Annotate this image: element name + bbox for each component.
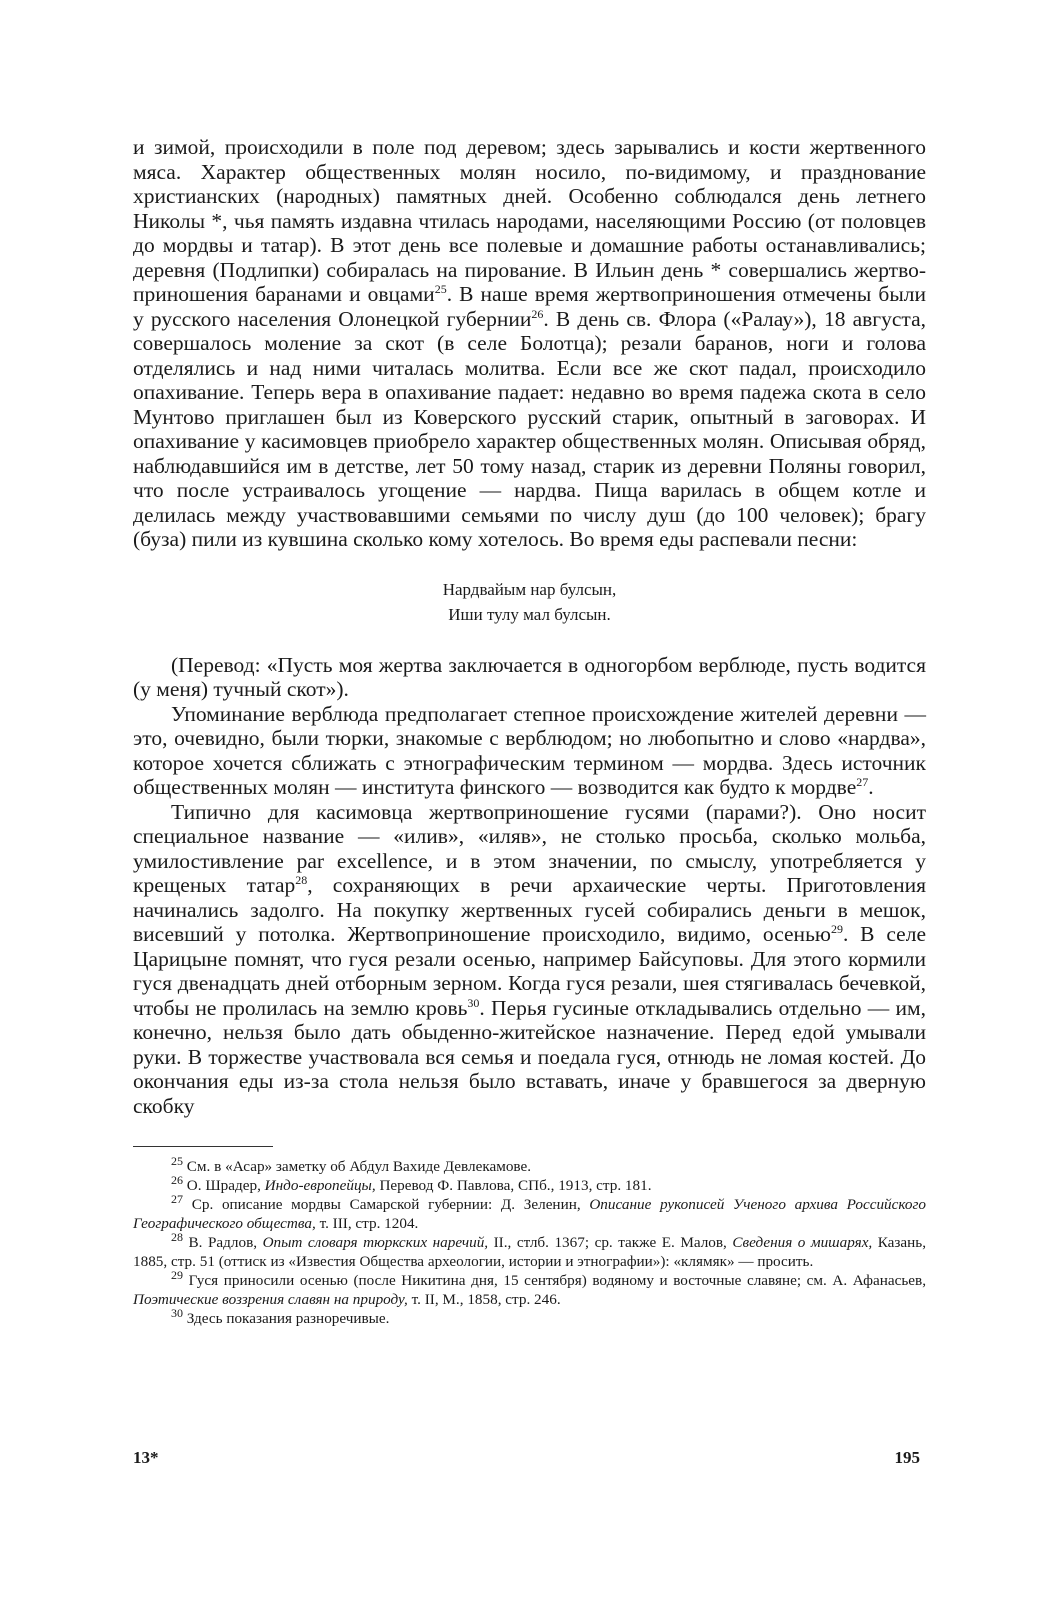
footnote-ref-26: 26: [531, 306, 544, 321]
footnote-28: $^{28}$ В. Радлов, Опыт словаря тюркских наречий, II., стлб. 1367; ср. также Е. Малов, Сведения о мишарях, Казань, 1885, стр. 51 (оттиск из «Известия Общества археологии, истории и этнографии»): «клямяк» — просить.: [133, 1229, 927, 1270]
verse-line-2: Иши тулу мал булсын.: [448, 604, 611, 624]
footnotes: [133, 1153, 927, 1328]
verse-line-1: Нардвайым нар булсын,: [442, 579, 617, 599]
page: [133, 135, 926, 1328]
footnote-26: $^{26}$ О. Шрадер, Индо-европейцы, Перевод Ф. Павлова, СПб., 1913, стр. 181.: [171, 1172, 652, 1194]
footnote-30: $^{30}$ Здесь показания разноречивые.: [171, 1305, 390, 1327]
main-text: [133, 135, 926, 1118]
footnote-ref-25: 25: [434, 281, 447, 296]
paragraph-4: Типично для касимовца жертвоприношение гусями (парами?). Оно носит специальное название — «илив», «иляв», не столько просьба, сколько мольба, умилостивление par excellence, и в этом значении, по смыслу, употребляется у крещеных татар$^{28}$, сохраняющих в речи архаические черты. Приготовления начинались задолго. На покупку жертвенных гусей собирались деньги в мешок, висевший у потолка. Жертвоприношение происходило, видимо, осенью$^{29}$. В селе Царицыне помнят, что гуся резали осенью, например Байсуповы. Для этого кормили гуся двенадцать дней отборным зерном. Когда гуся резали, шея стягивалась бечевкой, чтобы не пролилась на землю кровь$^{30}$. Перья гусиные откладывались отдельно — им, конечно, нельзя было дать обыденно-житейское назначение. Перед едой умывали руки. В торжестве участвовала вся семья и поедала гуся, отнюдь не ломая костей. До окончания еды из-за стола нельзя было вставать, иначе у бравшегося за дверную скобку: [133, 799, 926, 1118]
footnote-ref-27: 27: [856, 774, 869, 789]
page-number: 195: [894, 1448, 920, 1467]
footnote-27: $^{27}$ Ср. описание мордвы Самарской губернии: Д. Зеленин, Описание рукописей Ученого архива Российского Географического общества, т. III, стр. 1204.: [133, 1191, 927, 1232]
footnote-ref-28: 28: [295, 872, 308, 887]
signature-mark: 13*: [133, 1448, 159, 1467]
song-verse: [133, 577, 926, 627]
footnote-ref-30: 30: [467, 995, 480, 1010]
footnote-divider: [133, 1146, 273, 1147]
paragraph-3: Упоминание верблюда предполагает степное происхождение жителей деревни — это, очевидно, были тюрки, знакомые с верблюдом; но любопытно и слово «нардва», которое хочется сближать с этнографическим термином — мордва. Здесь источник общественных молян — института финского — возводится как будто к мордве$^{27}$.: [133, 701, 926, 799]
paragraph-translation: (Перевод: «Пусть моя жертва заключается в одногорбом верблюде, пусть водится (у меня) тучный скот»).: [133, 652, 926, 701]
paragraph-1: и зимой, происходили в поле под деревом; здесь зарывались и кости жертвенного мяса. Характер общественных молян носило, по-видимому, и празднование христианских (народных) памятных дней. Особенно соблюдался день летнего Николы *, чья память издавна чтилась народами, населяющими Россию (от половцев до мордвы и татар). В этот день все полевые и домашние работы останавливались; деревня (Подлипки) собиралась на пирование. В Ильин день * совершались жертвоприношения баранами и овцами$^{25}$. В наше время жертвоприношения отмечены были у русского населения Олонецкой губернии$^{26}$. В день св. Флора («Ралау»), 18 августа, совершалось моление за скот (в селе Болотца); резали баранов, ноги и голова отделялись и над ними читалась молитва. Если все же скот падал, происходило опахивание. Теперь вера в опахивание падает: недавно во время падежа скота в село Мунтово приглашен был из Коверского русский старик, опытный в заговорах. И опахивание у касимовцев приобрело характер общественных молян. Описывая обряд, наблюдавшийся им в детстве, лет 50 тому назад, старик из деревни Поляны говорил, что после устраивалось угощение — нардва. Пища варилась в общем котле и делилась между участвовавшими семьями по числу душ (до 100 человек); брагу (буза) пили из кувшина сколько кому хотелось. Во время еды распевали песни:: [133, 135, 926, 551]
footnote-ref-29: 29: [830, 921, 843, 936]
footnote-29: $^{29}$ Гуся приносили осенью (после Никитина дня, 15 сентября) водяному и восточные славяне; см. А. Афанасьев, Поэтические воззрения славян на природу, т. II, М., 1858, стр. 246.: [133, 1267, 927, 1308]
footnote-25: $^{25}$ См. в «Асар» заметку об Абдул Вахиде Девлекамове.: [171, 1153, 532, 1175]
